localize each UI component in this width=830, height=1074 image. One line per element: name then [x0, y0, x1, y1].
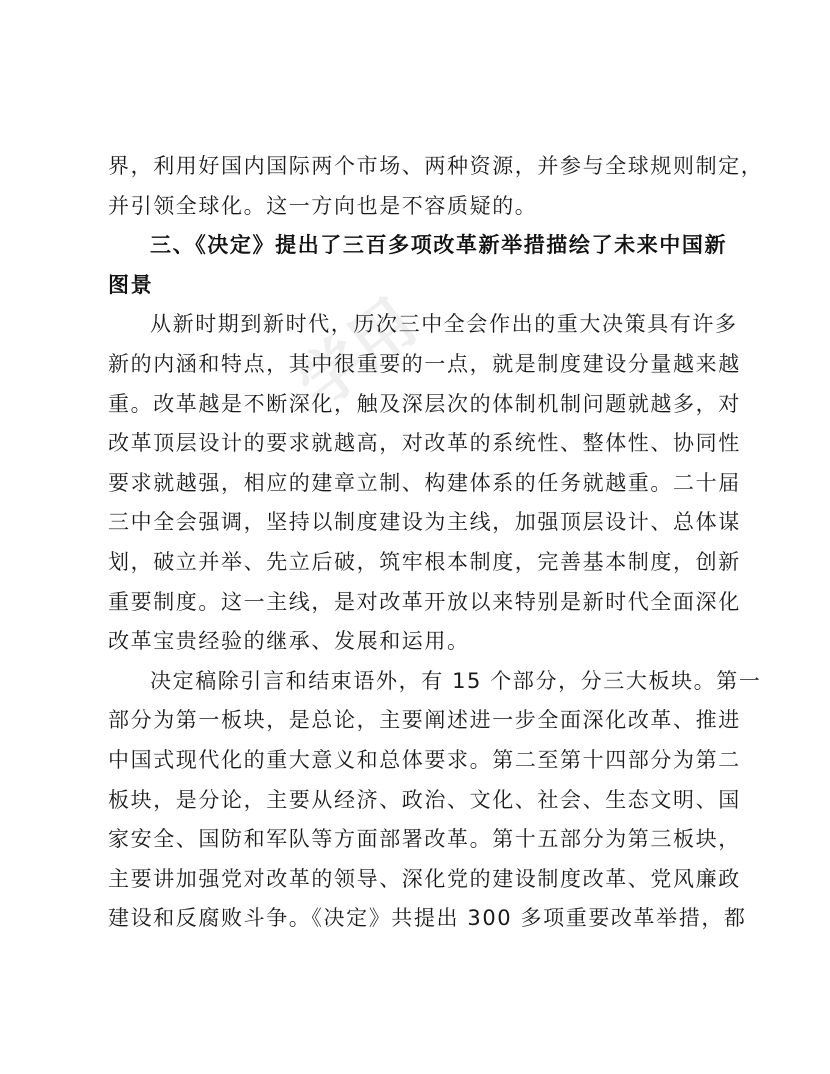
paragraph-line: 三中全会强调，坚持以制度建设为主线，加强顶层设计、总体谋 [108, 510, 741, 535]
section-heading-line: 图景 [108, 272, 154, 297]
paragraph-line: 要求就越强，相应的建章立制、构建体系的任务就越重。二十届 [108, 470, 741, 495]
paragraph-line: 中国式现代化的重大意义和总体要求。第二至第十四部分为第二 [108, 747, 741, 772]
paragraph-line: 界，利用好国内国际两个市场、两种资源，并参与全球规则制定， [108, 154, 764, 178]
paragraph-line: 改革宝贵经验的继承、发展和运用。 [108, 629, 470, 654]
section-heading-line: 三、《决定》提出了三百多项改革新举措描绘了未来中国新 [150, 233, 728, 258]
paragraph-line: 部分为第一板块，是总论，主要阐述进一步全面深化改革、推进 [108, 708, 741, 733]
paragraph-line: 从新时期到新时代，历次三中全会作出的重大决策具有许多 [150, 312, 738, 337]
paragraph-line: 改革顶层设计的要求就越高，对改革的系统性、整体性、协同性 [108, 431, 741, 456]
document-body [108, 147, 764, 939]
paragraph-line: 并引领全球化。这一方向也是不容质疑的。 [108, 193, 538, 218]
paragraph-line: 新的内涵和特点，其中很重要的一点，就是制度建设分量越来越 [108, 351, 741, 376]
paragraph-line: 重要制度。这一主线，是对改革开放以来特别是新时代全面深化 [108, 589, 741, 614]
paragraph-line: 板块，是分论，主要从经济、政治、文化、社会、生态文明、国 [108, 787, 741, 812]
paragraph-line: 主要讲加强党对改革的领导、深化党的建设制度改革、党风廉政 [108, 866, 741, 891]
watermark-text: 学用 [284, 285, 431, 423]
paragraph-line: 重。改革越是不断深化，触及深层次的体制机制问题就越多，对 [108, 391, 741, 416]
paragraph-line: 建设和反腐败斗争。《决定》共提出 300 多项重要改革举措，都 [108, 906, 747, 931]
paragraph-line: 划，破立并举、先立后破，筑牢根本制度，完善基本制度，创新 [108, 549, 741, 574]
paragraph-line: 决定稿除引言和结束语外，有 15 个部分，分三大板块。第一 [150, 668, 762, 693]
paragraph-line: 家安全、国防和军队等方面部署改革。第十五部分为第三板块， [108, 827, 741, 852]
